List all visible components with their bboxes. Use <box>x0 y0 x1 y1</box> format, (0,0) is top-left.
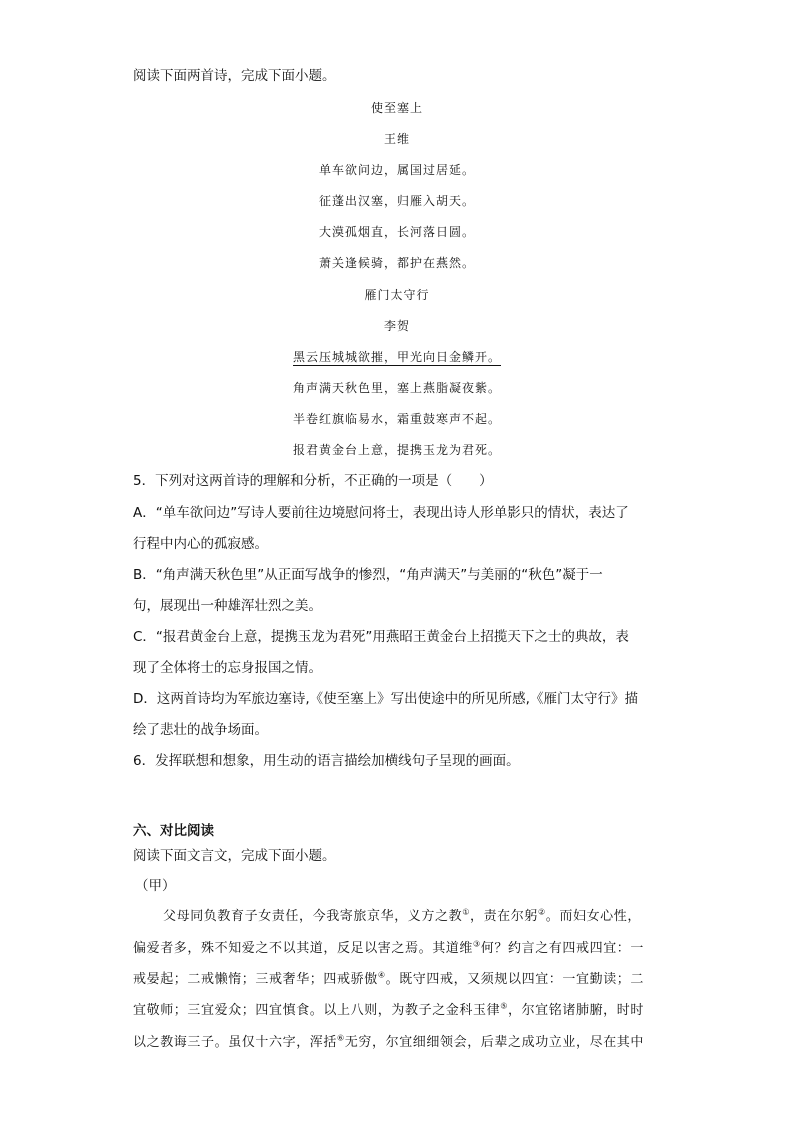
text-label-jia: （甲） <box>135 878 176 894</box>
poem-2-line: 角声满天秋色里，塞上燕脂凝夜紫。 <box>292 381 501 395</box>
poem-2-author: 李贺 <box>383 319 410 333</box>
classical-text-line: 戒晏起；二戒懒惰；三戒奢华；四戒骄傲④。既守四戒，又须规以四宜：一宜勤读；二 <box>133 970 644 987</box>
poem-1-author: 王维 <box>383 132 410 146</box>
section-6-heading: 六、对比阅读 <box>133 823 214 839</box>
poem-1-title: 使至塞上 <box>370 101 423 115</box>
intro-instruction: 阅读下面两首诗，完成下面小题。 <box>133 68 336 84</box>
poem-2-line: 报君黄金台上意，提携玉龙为君死。 <box>292 443 501 457</box>
option-a-line-1: A．“单车欲问边”写诗人要前往边境慰问将士，表现出诗人形单影只的情状，表达了 <box>133 505 629 521</box>
option-d-line-2: 绘了悲壮的战争场面。 <box>133 722 268 738</box>
option-a-line-2: 行程中内心的孤寂感。 <box>133 536 268 552</box>
poem-2-line-underlined: 黑云压城城欲摧，甲光向日金鳞开。 <box>292 350 501 364</box>
option-c-line-2: 现了全体将士的忘身报国之情。 <box>133 660 322 676</box>
poem-1-line: 萧关逢候骑，都护在燕然。 <box>318 256 475 270</box>
poem-1-line: 单车欲问边，属国过居延。 <box>318 163 475 177</box>
poem-1-line: 征蓬出汉塞，归雁入胡天。 <box>318 194 475 208</box>
option-d-line-1: D．这两首诗均为军旅边塞诗,《使至塞上》写出使途中的所见所感,《雁门太守行》描 <box>133 691 638 707</box>
poem-2-title: 雁门太守行 <box>364 288 430 302</box>
question-6: 6．发挥联想和想象，用生动的语言描绘加横线句子呈现的画面。 <box>133 753 520 769</box>
classical-text-line: 偏爱者多，殊不知爱之不以其道，反足以害之焉。其道维③何？约言之有四戒四宜：一 <box>133 939 644 956</box>
classical-text-line: 宜敬师；三宜爱众；四宜慎食。以上八则，为教子之金科玉律⑤，尔宜铭诸肺腑，时时 <box>133 1001 644 1018</box>
option-b-line-1: B．“角声满天秋色里”从正面写战争的惨烈，“角声满天”与美丽的“秋色”凝于一 <box>133 567 603 583</box>
classical-text-line: 父母同负教育子女责任，今我寄旅京华，义方之教①，责在尔躬②。而妇女心性， <box>163 907 641 924</box>
option-c-line-1: C．“报君黄金台上意，提携玉龙为君死”用燕昭王黄金台上招揽天下之士的典故，表 <box>133 629 629 645</box>
poem-2-line: 半卷红旗临易水，霜重鼓寒声不起。 <box>292 412 501 426</box>
classical-text-line: 以之教诲三子。虽仅十六字，浑括⑥无穷，尔宜细细领会，后辈之成功立业，尽在其中 <box>133 1033 644 1050</box>
section-6-intro: 阅读下面文言文，完成下面小题。 <box>133 848 336 864</box>
question-5-stem: 5．下列对这两首诗的理解和分析，不正确的一项是（ ） <box>133 473 493 489</box>
option-b-line-2: 句，展现出一种雄浑壮烈之美。 <box>133 598 322 614</box>
poem-1-line: 大漠孤烟直，长河落日圆。 <box>318 225 475 239</box>
